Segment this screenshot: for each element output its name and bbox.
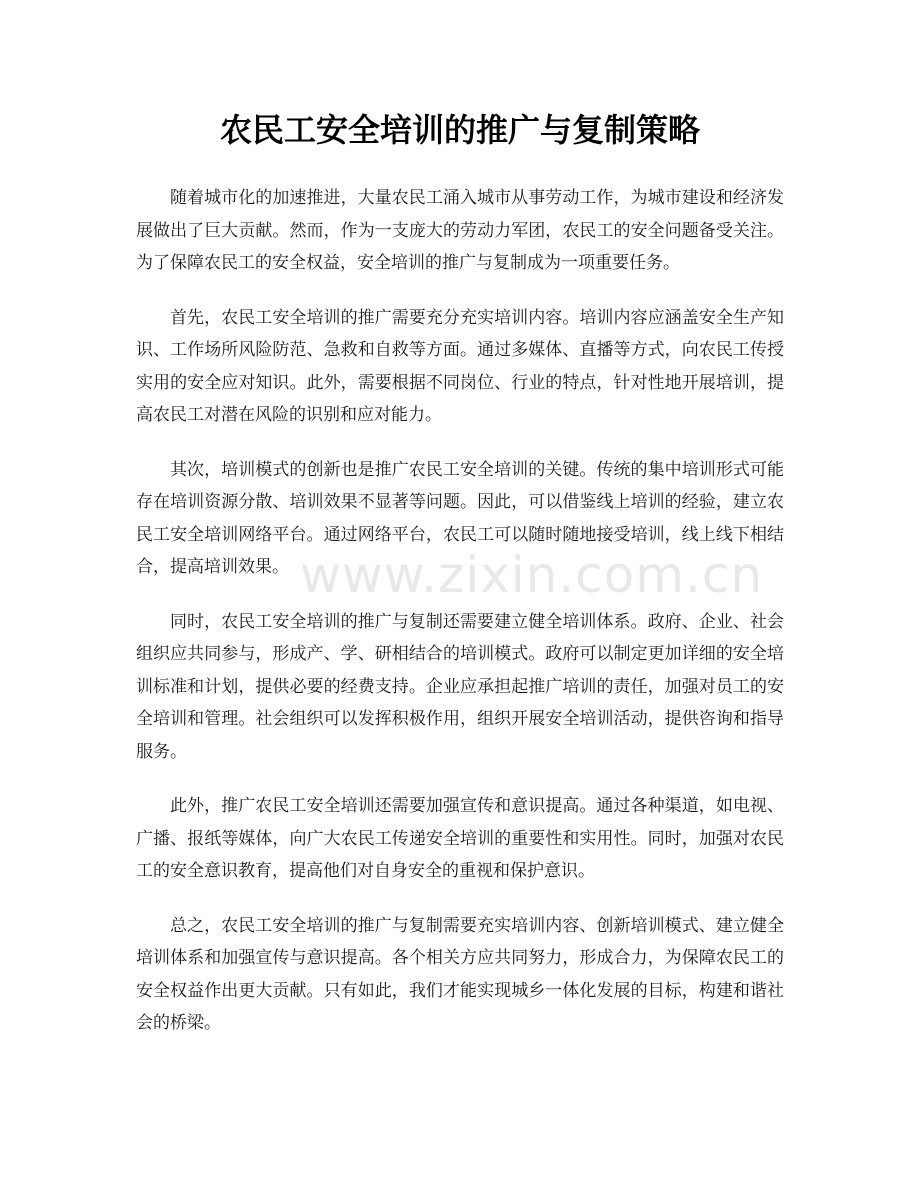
paragraph-2: 首先，农民工安全培训的推广需要充分充实培训内容。培训内容应涵盖安全生产知识、工作场所风险防范、急救和自救等方面。通过多媒体、直播等方式，向农民工传授实用的安全应对知识。此外，需要根据不同岗位、行业的特点，针对性地开展培训，提高农民工对潜在风险的识别和应对能力。: [136, 307, 784, 425]
paragraph-6: 总之，农民工安全培训的推广与复制需要充实培训内容、创新培训模式、建立健全培训体系和加强宣传与意识提高。各个相关方应共同努力，形成合力，为保障农民工的安全权益作出更大贡献。只有如此，我们才能实现城乡一体化发展的目标，构建和谐社会的桥梁。: [136, 915, 784, 1033]
paragraph-5: 此外，推广农民工安全培训还需要加强宣传和意识提高。通过各种渠道，如电视、广播、报纸等媒体，向广大农民工传递安全培训的重要性和实用性。同时，加强对农民工的安全意识教育，提高他们对自身安全的重视和保护意识。: [136, 796, 784, 881]
document-title: 农民工安全培训的推广与复制策略: [219, 111, 700, 149]
watermark-text: www.zixin.com.cn: [300, 546, 764, 604]
paragraph-4: 同时，农民工安全培训的推广与复制还需要建立健全培训体系。政府、企业、社会组织应共同参与，形成产、学、研相结合的培训模式。政府可以制定更加详细的安全培训标准和计划，提供必要的经费支持。企业应承担起推广培训的责任，加强对员工的安全培训和管理。社会组织可以发挥积极作用，组织开展安全培训活动，提供咨询和指导服务。: [136, 611, 784, 762]
paragraph-1: 随着城市化的加速推进，大量农民工涌入城市从事劳动工作，为城市建设和经济发展做出了巨大贡献。然而，作为一支庞大的劳动力军团，农民工的安全问题备受关注。为了保障农民工的安全权益，安全培训的推广与复制成为一项重要任务。: [136, 188, 784, 273]
paragraph-3: 其次，培训模式的创新也是推广农民工安全培训的关键。传统的集中培训形式可能存在培训资源分散、培训效果不显著等问题。因此，可以借鉴线上培训的经验，建立农民工安全培训网络平台。通过网络平台，农民工可以随时随地接受培训，线上线下相结合，提高培训效果。: [136, 459, 784, 577]
document-body: [136, 182, 784, 1062]
